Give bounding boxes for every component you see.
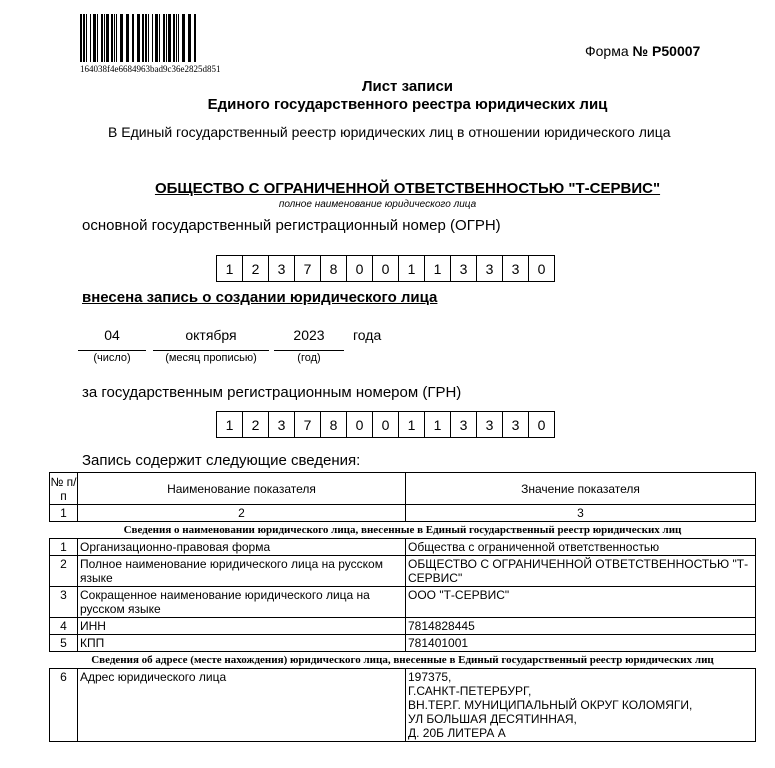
record-table	[49, 472, 756, 742]
grn-digit-box: 3	[476, 411, 503, 438]
ogrn-digit-box: 3	[502, 255, 529, 282]
ogrn-digit-box: 1	[424, 255, 451, 282]
row-value: Общества с ограниченной ответственностью	[406, 539, 756, 556]
date-month: октября	[185, 327, 237, 343]
record-heading: внесена запись о создании юридического лица	[82, 289, 438, 306]
row-name: Полное наименование юридического лица на русском языке	[78, 556, 406, 587]
grn-digit-box: 8	[320, 411, 347, 438]
row-num: 2	[50, 556, 78, 587]
date-year-caption: (год)	[297, 352, 321, 364]
grn-digit-box: 1	[216, 411, 243, 438]
row-value: ООО "Т-СЕРВИС"	[406, 587, 756, 618]
date-day-line	[78, 350, 146, 351]
ogrn-digit-box: 7	[294, 255, 321, 282]
row-num: 4	[50, 618, 78, 635]
row-num: 6	[50, 669, 78, 742]
row-value: 781401001	[406, 635, 756, 652]
form-number	[585, 43, 700, 59]
ogrn-digit-box: 0	[372, 255, 399, 282]
row-num: 1	[50, 539, 78, 556]
table-row	[50, 669, 756, 742]
barcode-bar	[166, 14, 167, 62]
barcode-bar	[145, 14, 147, 62]
barcode-bar	[83, 14, 85, 62]
form-code: № Р50007	[632, 43, 701, 59]
date-suffix: года	[353, 327, 382, 343]
barcode-bar	[159, 14, 160, 62]
grn-digit-box: 2	[242, 411, 269, 438]
form-label: Форма	[585, 43, 629, 59]
ogrn-digit-box: 1	[398, 255, 425, 282]
barcode-bar	[106, 14, 109, 62]
row-num: 3	[50, 587, 78, 618]
barcode-bar	[126, 14, 129, 62]
barcode-bar	[104, 14, 105, 62]
row-name: Адрес юридического лица	[78, 669, 406, 742]
row-name: ИНН	[78, 618, 406, 635]
barcode-bar	[182, 14, 185, 62]
date-day: 04	[104, 327, 120, 343]
barcode-bar	[188, 14, 191, 62]
address-line: 197375,	[408, 670, 452, 684]
barcode-bar	[176, 14, 177, 62]
barcode-bar	[152, 14, 153, 62]
document-title: Лист записи	[361, 78, 454, 95]
row-name: Организационно-правовая форма	[78, 539, 406, 556]
barcode-bar	[132, 14, 134, 62]
barcode-text: 164038f4e6684963bad9c36e2825d851	[80, 64, 221, 74]
date-month-caption: (месяц прописью)	[165, 352, 257, 364]
barcode-bar	[120, 14, 123, 62]
section-heading-row	[50, 652, 756, 669]
barcode-bar	[97, 14, 98, 62]
barcode-bar	[101, 14, 103, 62]
date-day-caption: (число)	[93, 352, 131, 364]
grn-boxes	[216, 411, 555, 438]
col-value-header: Значение показателя	[406, 473, 756, 505]
ogrn-digit-box: 8	[320, 255, 347, 282]
barcode-bar	[114, 14, 115, 62]
ogrn-digit-box: 0	[346, 255, 373, 282]
grn-digit-box: 3	[268, 411, 295, 438]
index-cell: 1	[50, 505, 78, 522]
section-heading-row	[50, 522, 756, 539]
barcode-bar	[137, 14, 140, 62]
grn-digit-box: 1	[424, 411, 451, 438]
row-name: КПП	[78, 635, 406, 652]
ogrn-digit-box: 0	[528, 255, 555, 282]
barcode-bar	[155, 14, 158, 62]
table-row	[50, 618, 756, 635]
barcode-bar	[142, 14, 144, 62]
barcode-bar	[194, 14, 196, 62]
ogrn-digit-box: 1	[216, 255, 243, 282]
ogrn-digit-box: 2	[242, 255, 269, 282]
address-value	[406, 669, 756, 742]
address-line: Г.САНКТ-ПЕТЕРБУРГ,	[408, 684, 532, 698]
row-num: 5	[50, 635, 78, 652]
address-line: УЛ БОЛЬШАЯ ДЕСЯТИННАЯ,	[408, 712, 577, 726]
grn-digit-box: 3	[450, 411, 477, 438]
organization-full-name: ОБЩЕСТВО С ОГРАНИЧЕННОЙ ОТВЕТСТВЕННОСТЬЮ "Т-СЕРВИС"	[154, 180, 661, 197]
date-month-line	[153, 350, 269, 351]
date-year: 2023	[293, 327, 325, 343]
barcode-bar	[116, 14, 117, 62]
ogrn-digit-box: 3	[268, 255, 295, 282]
document-subtitle: Единого государственного реестра юридических лиц	[207, 96, 608, 113]
grn-digit-box: 0	[346, 411, 373, 438]
grn-digit-box: 3	[502, 411, 529, 438]
barcode-bar	[178, 14, 179, 62]
address-line: ВН.ТЕР.Г. МУНИЦИПАЛЬНЫЙ ОКРУГ КОЛОМЯГИ,	[408, 698, 693, 712]
barcode-bar	[86, 14, 87, 62]
table-header-row	[50, 473, 756, 505]
barcode-bar	[168, 14, 171, 62]
table-index-row	[50, 505, 756, 522]
table-row	[50, 587, 756, 618]
intro-text: В Единый государственный реестр юридических лиц в отношении юридического лица	[108, 124, 671, 140]
grn-digit-box: 0	[528, 411, 555, 438]
contains-label: Запись содержит следующие сведения:	[82, 452, 361, 469]
grn-label: за государственным регистрационным номером (ГРН)	[82, 384, 462, 401]
index-cell: 2	[78, 505, 406, 522]
section-heading-name: Сведения о наименовании юридического лица, внесенные в Единый государственный реестр юридических лиц	[123, 524, 682, 536]
row-name: Сокращенное наименование юридического лица на русском языке	[78, 587, 406, 618]
barcode	[80, 14, 198, 62]
row-value: 7814828445	[406, 618, 756, 635]
grn-digit-box: 7	[294, 411, 321, 438]
row-value: ОБЩЕСТВО С ОГРАНИЧЕННОЙ ОТВЕТСТВЕННОСТЬЮ "Т-СЕРВИС"	[406, 556, 756, 587]
barcode-bar	[163, 14, 165, 62]
ogrn-digit-box: 3	[476, 255, 503, 282]
barcode-bar	[90, 14, 91, 62]
ogrn-label: основной государственный регистрационный номер (ОГРН)	[82, 217, 501, 234]
col-name-header: Наименование показателя	[78, 473, 406, 505]
index-cell: 3	[406, 505, 756, 522]
table-row	[50, 635, 756, 652]
table-row	[50, 539, 756, 556]
grn-digit-box: 1	[398, 411, 425, 438]
address-line: Д. 20Б ЛИТЕРА А	[408, 726, 506, 740]
barcode-bar	[80, 14, 82, 62]
col-num-header: № п/п	[50, 474, 77, 503]
barcode-bar	[148, 14, 149, 62]
organization-caption: полное наименование юридического лица	[278, 199, 477, 210]
barcode-bar	[93, 14, 96, 62]
ogrn-digit-box: 3	[450, 255, 477, 282]
table-row	[50, 556, 756, 587]
barcode-bar	[111, 14, 113, 62]
grn-digit-box: 0	[372, 411, 399, 438]
ogrn-boxes	[216, 255, 555, 282]
date-year-line	[274, 350, 344, 351]
section-heading-address: Сведения об адресе (месте нахождения) юридического лица, внесенные в Единый государственный реестр юридических лиц	[91, 654, 714, 666]
barcode-bar	[173, 14, 175, 62]
